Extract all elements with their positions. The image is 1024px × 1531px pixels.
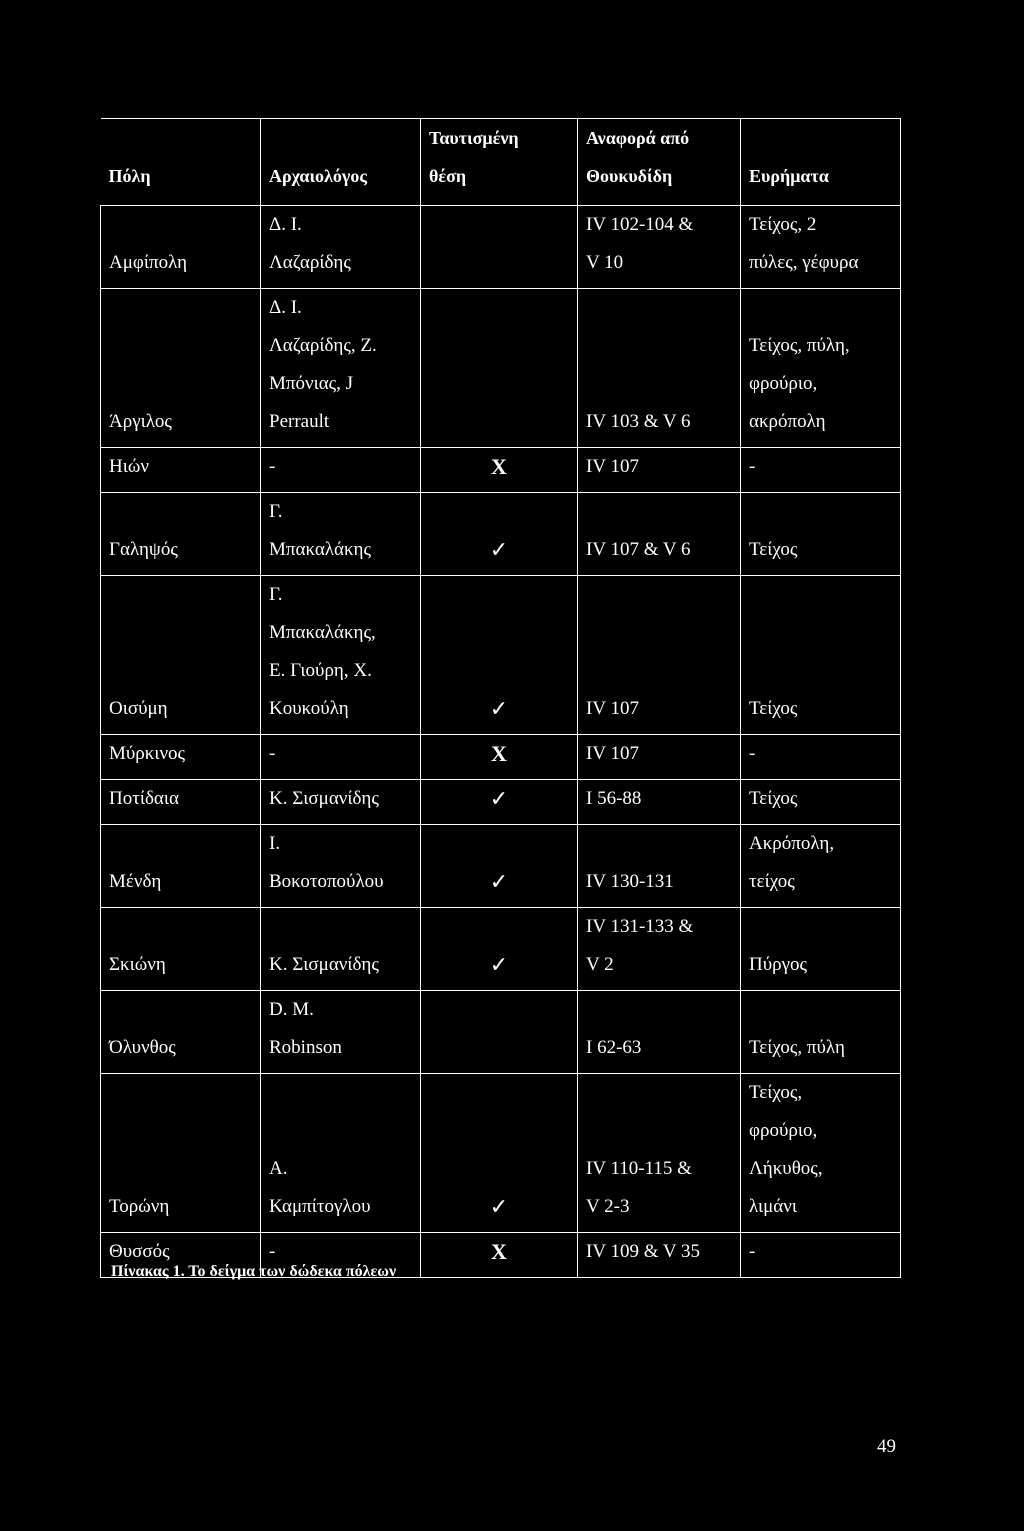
cell-reference: IV 109 & V 35 xyxy=(578,1233,741,1278)
cell-archaeologist: - xyxy=(261,1233,421,1278)
cell-reference: IV 130-131 xyxy=(578,825,741,908)
table-row xyxy=(101,493,901,576)
cell-identified: X xyxy=(421,735,578,780)
cell-reference: IV 103 & V 6 xyxy=(578,289,741,448)
table-row xyxy=(101,780,901,825)
cell-identified: X xyxy=(421,448,578,493)
cell-reference: IV 107 xyxy=(578,448,741,493)
table-row xyxy=(101,908,901,991)
cell-findings: Τείχος, πύλη xyxy=(741,991,901,1074)
cell-archaeologist: - xyxy=(261,448,421,493)
cell-archaeologist: Α. Καμπίτογλου xyxy=(261,1074,421,1233)
header-city: Πόλη xyxy=(101,119,261,206)
cell-city: Ποτίδαια xyxy=(101,780,261,825)
cell-archaeologist: Κ. Σισμανίδης xyxy=(261,908,421,991)
cell-reference: I 62-63 xyxy=(578,991,741,1074)
table-row xyxy=(101,1074,901,1233)
table-row xyxy=(101,448,901,493)
cell-reference: IV 107 & V 6 xyxy=(578,493,741,576)
cell-city: Αμφίπολη xyxy=(101,206,261,289)
cell-archaeologist: Δ. Ι. Λαζαρίδης xyxy=(261,206,421,289)
cell-archaeologist: Γ. Μπακαλάκης, Ε. Γιούρη, Χ. Κουκούλη xyxy=(261,576,421,735)
cell-reference: IV 107 xyxy=(578,576,741,735)
cell-findings: Τείχος, φρούριο, Λήκυθος, λιμάνι xyxy=(741,1074,901,1233)
cell-archaeologist: Ι. Βοκοτοπούλου xyxy=(261,825,421,908)
cell-city: Σκιώνη xyxy=(101,908,261,991)
cell-city: Μύρκινος xyxy=(101,735,261,780)
cell-reference: I 56-88 xyxy=(578,780,741,825)
cell-identified: ✓ xyxy=(421,825,578,908)
cell-city: Τορώνη xyxy=(101,1074,261,1233)
table-row xyxy=(101,206,901,289)
cell-city: Όλυνθος xyxy=(101,991,261,1074)
cell-city: Ηιών xyxy=(101,448,261,493)
cell-city: Γαληψός xyxy=(101,493,261,576)
table-row xyxy=(101,289,901,448)
cell-city: Θυσσός xyxy=(101,1233,261,1278)
cell-city: Άργιλος xyxy=(101,289,261,448)
cell-archaeologist: Γ. Μπακαλάκης xyxy=(261,493,421,576)
table-caption: Πίνακας 1. Το δείγμα των δώδεκα πόλεων xyxy=(111,1263,397,1280)
cell-reference: IV 131-133 & V 2 xyxy=(578,908,741,991)
cell-identified: ✓ xyxy=(421,780,578,825)
cell-findings: Ακρόπολη, τείχος xyxy=(741,825,901,908)
cell-archaeologist: - xyxy=(261,735,421,780)
cell-findings: Τείχος, πύλη, φρούριο, ακρόπολη xyxy=(741,289,901,448)
cell-findings: - xyxy=(741,448,901,493)
cell-identified: X xyxy=(421,1233,578,1278)
cell-identified: ✓ xyxy=(421,908,578,991)
header-identified-position: Ταυτισμένη θέση xyxy=(421,119,578,206)
cell-reference: IV 110-115 & V 2-3 xyxy=(578,1074,741,1233)
cell-archaeologist: Κ. Σισμανίδης xyxy=(261,780,421,825)
cell-identified xyxy=(421,206,578,289)
cities-table xyxy=(100,118,901,1278)
cell-identified xyxy=(421,991,578,1074)
cell-findings: Τείχος xyxy=(741,780,901,825)
cell-findings: Τείχος xyxy=(741,576,901,735)
page-number: 49 xyxy=(877,1436,896,1457)
header-archaeologist: Αρχαιολόγος xyxy=(261,119,421,206)
cell-identified: ✓ xyxy=(421,493,578,576)
cell-findings: Πύργος xyxy=(741,908,901,991)
table-row xyxy=(101,825,901,908)
cell-findings: - xyxy=(741,735,901,780)
cell-identified xyxy=(421,289,578,448)
header-findings: Ευρήματα xyxy=(741,119,901,206)
cell-identified: ✓ xyxy=(421,1074,578,1233)
cell-archaeologist: Δ. Ι. Λαζαρίδης, Ζ. Μπόνιας, J Perrault xyxy=(261,289,421,448)
cell-archaeologist: D. M. Robinson xyxy=(261,991,421,1074)
cell-reference: IV 107 xyxy=(578,735,741,780)
cities-table-container xyxy=(100,118,900,1278)
cell-identified: ✓ xyxy=(421,576,578,735)
cell-city: Μένδη xyxy=(101,825,261,908)
table-header xyxy=(101,119,901,206)
table-row xyxy=(101,991,901,1074)
table-row xyxy=(101,576,901,735)
cell-findings: Τείχος, 2 πύλες, γέφυρα xyxy=(741,206,901,289)
cell-city: Οισύμη xyxy=(101,576,261,735)
header-thucydides-reference: Αναφορά από Θουκυδίδη xyxy=(578,119,741,206)
cell-reference: IV 102-104 & V 10 xyxy=(578,206,741,289)
table-body xyxy=(101,206,901,1278)
table-row xyxy=(101,735,901,780)
header-row xyxy=(101,119,901,206)
cell-findings: Τείχος xyxy=(741,493,901,576)
cell-findings: - xyxy=(741,1233,901,1278)
